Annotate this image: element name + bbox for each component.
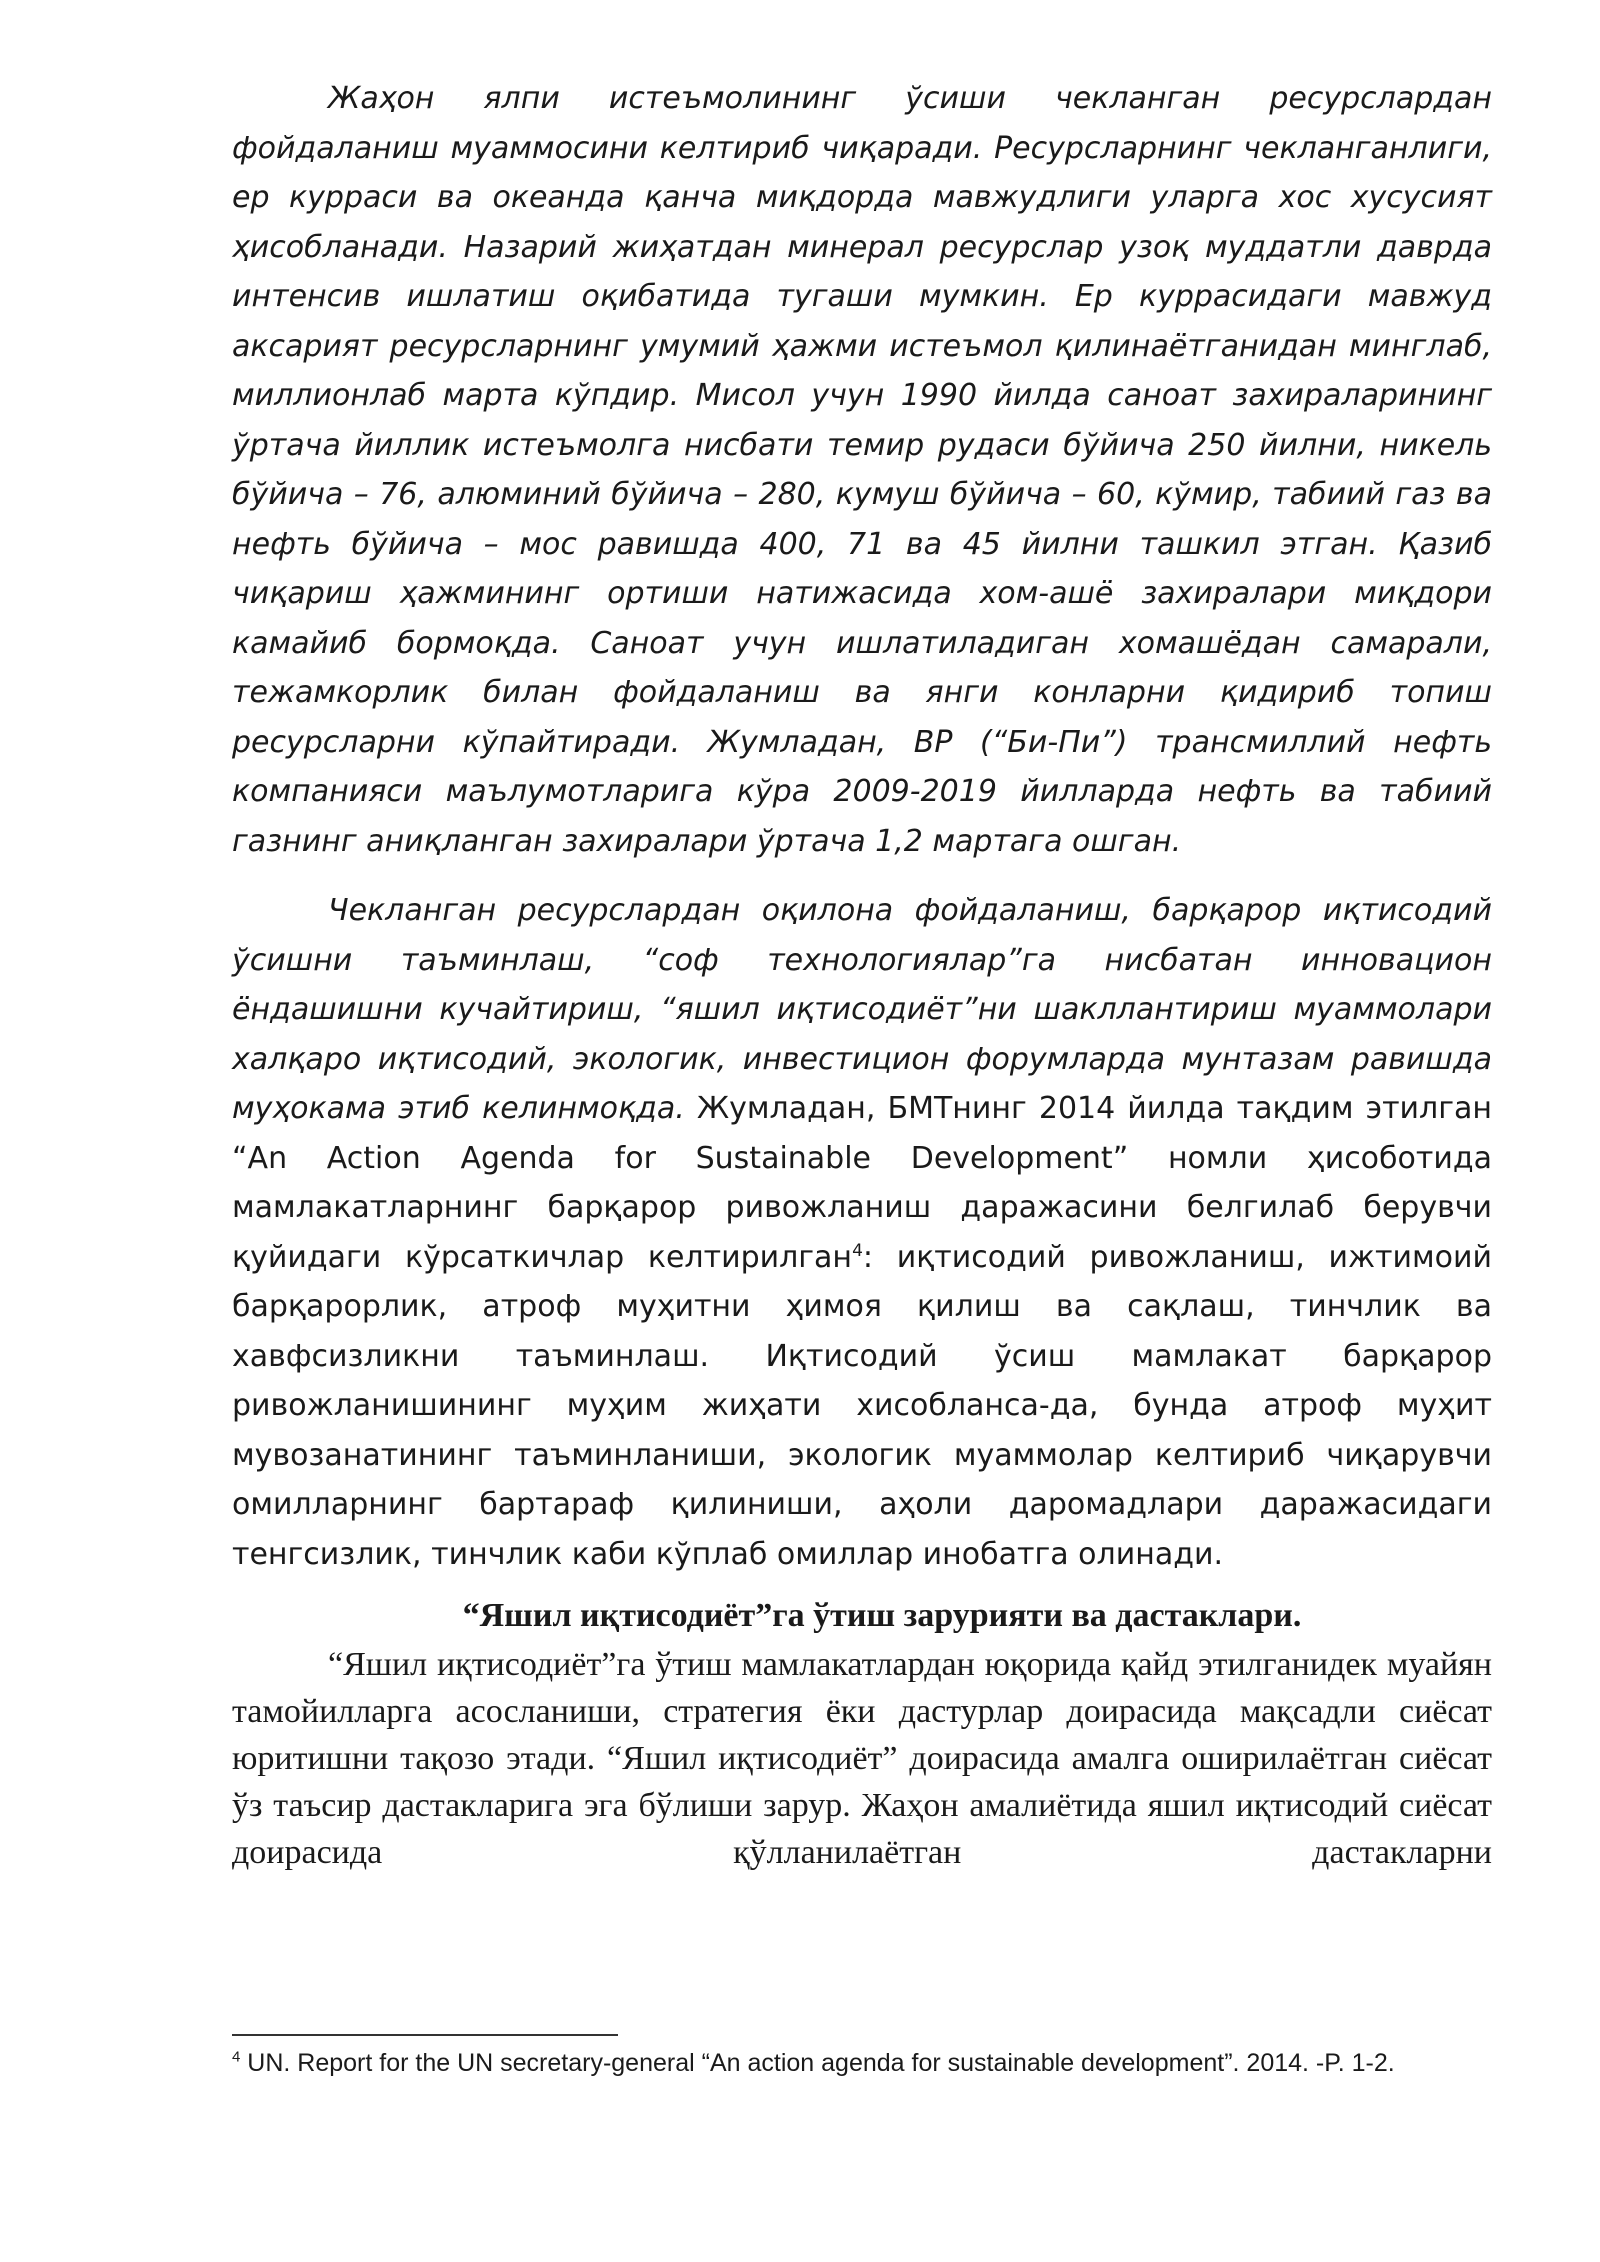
paragraph-green-economy-transition: “Яшил иқтисодиёт”га ўтиш мамлакатлардан юқорида қайд этилганидек муайян тамойилларга асосланиши, стратегия ёки дастурлар доирасида мақсадли сиёсат юритишни тақозо этади. “Яшил иқтисодиёт” доирасида амалга оширилаётган сиёсат ўз таъсир дастакларига эга бўлиши зарур. Жаҳон амалиётида яшил иқтисодий сиёсат доирасида қўлланилаётган дастакларни [232,1646,1492,1871]
footnote-separator [232,2034,618,2036]
paragraph-regular-part-continued: : иқтисодий ривожланиш, ижтимоий барқарорлик, атроф муҳитни ҳимоя қилиш ва сақлаш, тинчлик ва хавфсизликни таъминлаш. Иқтисодий ўсиш мамлакат барқарор ривожланишининг муҳим жиҳати хисобланса-да, бунда атроф муҳит мувозанатининг таъминланиши, экологик муаммолар келтириб чиқарувчи омилларнинг бартараф қилиниши, аҳоли даромадлари даражасидаги тенгсизлик, тинчлик каби кўплаб омиллар инобатга олинади. [232,1239,1492,1572]
footnote-reference: 4 [852,1240,863,1261]
footnote-text: UN. Report for the UN secretary-general “An action agenda for sustainable development”. 2014. -P. 1-2. [240,2049,1395,2077]
paragraph-global-consumption: Жаҳон ялпи истеъмолининг ўсиши чекланган ресурслардан фойдаланиш муаммосини келтириб чиқаради. Ресурсларнинг чекланганлиги, ер курраси ва океанда қанча миқдорда мавжудлиги уларга хос хусусият ҳисобланади. Назарий жиҳатдан минерал ресурслар узоқ муддатли даврда интенсив ишлатиш оқибатида тугаши мумкин. Ер куррасидаги мавжуд аксарият ресурсларнинг умумий ҳажми истеъмол қилинаётганидан минглаб, миллионлаб марта кўпдир. Мисол учун 1990 йилда саноат захираларининг ўртача йиллик истеъмолга нисбати темир рудаси бўйича 250 йилни, никель бўйича – 76, алюминий бўйича – 280, кумуш бўйича – 60, кўмир, табиий газ ва нефть бўйича – мос равишда 400, 71 ва 45 йилни ташкил этган. Қазиб чиқариш ҳажмининг ортиши натижасида хом-ашё захиралари миқдори камайиб бормоқда. Саноат учун ишлатиладиган хомашёдан самарали, тежамкорлик билан фойдаланиш ва янги конларни қидириб топиш ресурсларни кўпайтиради. Жумладан, BP (“Би-Пи”) трансмиллий нефть компанияси маълумотларига кўра 2009-2019 йилларда нефть ва табиий газнинг аниқланган захиралари ўртача 1,2 мартага ошган. [232,81,1492,859]
section-heading: “Яшил иқтисодиёт”га ўтиш зарурияти ва дастаклари. [462,1597,1302,1634]
footnote [232,2044,1492,2082]
document-page [232,74,1492,1876]
paragraph-regular-part: Жумладан, БМТнинг 2014 йилда тақдим этилган “An Action Agenda for Sustainable Development” номли ҳисоботида мамлакатларнинг барқарор ривожланиш даражасини белгилаб берувчи қуйидаги кўрсаткичлар келтирилган [232,1091,1492,1275]
paragraph-rational-use-of-resources [232,886,1492,1579]
paragraph-italic-part: Чекланган ресурслардан оқилона фойдаланиш, барқарор иқтисодий ўсишни таъминлаш, “соф технологиялар”га нисбатан инновацион ёндашишни кучайтириш, “яшил иқтисодиёт”ни шакллантириш муаммолари халқаро иқтисодий, экологик, инвестицион форумларда мунтазам равишда муҳокама этиб келинмоқда. [232,893,1492,1126]
footnote-number: 4 [232,2048,241,2066]
